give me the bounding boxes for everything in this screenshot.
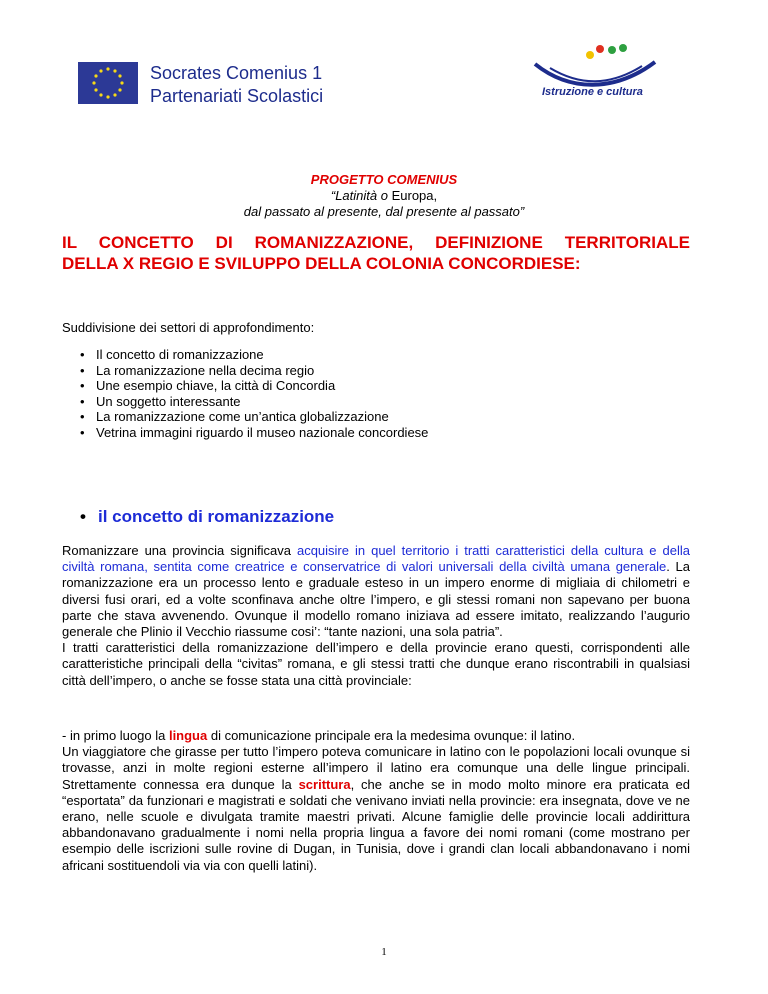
subtitle-part-a: “Latinità [330, 188, 378, 203]
list-item: • Une esempio chiave, la città di Concordia [62, 378, 428, 394]
subtitle-part-b: Europa, [391, 188, 438, 203]
body-paragraph-2: I tratti caratteristici della romanizzazione dell’impero e della provincie erano questi, corrispondenti alle caratteristiche principali della “civitas” romana, e gli stessi tratti che dunque erano riscontrabili in qualsiasi città dell’impero, o anche se fosse stata una città provinciale: [62, 640, 690, 688]
para1-text-a: Romanizzare una provincia significava [62, 543, 297, 558]
para3-text-b: di comunicazione principale era la medesima ovunque: il latino. [207, 728, 576, 743]
para3-text-a: - in primo luogo la [62, 728, 169, 743]
list-item: • Il concetto di romanizzazione [62, 347, 428, 363]
para1-highlight: acquisire in quel territorio i tratti caratteristici della cultura e della civiltà romana, sentita come creatrice e conservatrice di valori universali della civiltà umana generale [62, 543, 690, 575]
para1-text-c: . La romanizzazione era un processo lento e graduale esteso in un impero enorme di migliaia di chilometri e diversi fusi orari, ed a volte sconfinava anche oltre l’impero, e gli stessi romani non sapevano per buona parte che stava avvenendo. Ovunque il modello romano iniziava ad essere imitato, realizzando l’augurio generale che Plinio il Vecchio riassume cosi’: “tante nazioni, una sola patria”. [62, 559, 690, 640]
list-item: • Vetrina immagini riguardo il museo nazionale concordiese [62, 425, 428, 441]
keyword-scrittura: scrittura [298, 776, 351, 792]
project-subtitle [0, 188, 768, 204]
program-name [150, 62, 323, 108]
body-paragraph-3 [62, 728, 690, 874]
eu-flag-logo [78, 62, 138, 104]
intro-text: Suddivisione dei settori di approfondimento: [62, 320, 315, 335]
project-subtitle-line2: dal passato al presente, dal presente al passato” [243, 204, 525, 219]
subtitle-part-o: o [380, 188, 388, 203]
program-line-1: Socrates Comenius 1 [150, 63, 323, 83]
logo-caption: Istruzione e cultura [542, 86, 643, 98]
section-heading: • il concetto di romanizzazione [62, 507, 334, 527]
para3-text-c: Un viaggiatore che girasse per tutto l’impero poteva comunicare in latino con le popolazioni locali ovunque si trovasse, anzi in molte regioni esterne all’impero il latino era comunque una delle lingue principali. Strettamente connessa era dunque la [62, 744, 690, 792]
heading-line-2: DELLA X REGIO E SVILUPPO DELLA COLONIA CONCORDIESE: [62, 254, 581, 273]
body-paragraph-1 [62, 543, 690, 689]
heading-line-1: IL CONCETTO DI ROMANIZZAZIONE, DEFINIZIONE TERRITORIALE [62, 233, 690, 252]
document-heading [62, 232, 690, 274]
page-number: 1 [381, 946, 387, 958]
project-block [0, 172, 768, 220]
list-item: • La romanizzazione nella decima regio [62, 363, 428, 379]
project-title: PROGETTO COMENIUS [310, 172, 458, 187]
sections-list [62, 347, 428, 441]
section-heading-text: il concetto di romanizzazione [98, 507, 335, 526]
istruzione-cultura-logo [530, 42, 660, 114]
list-item: • Un soggetto interessante [62, 394, 428, 410]
list-item: • La romanizzazione come un’antica globalizzazione [62, 409, 428, 425]
para3-text-d: , che anche se in modo molto minore era praticata ed “esportata” da funzionari e magistrati e soldati che venivano inviati nella provincie: era insegnata, dove ve ne erano, nelle scuole e divulgata tramite maestri privati. Alcune famiglie delle provincie locali addirittura abbandonavano gradualmente i nomi nella propria lingua a favore dei nomi romani (come mostrano per esempio delle iscrizioni sulle rovine di Dugan, in Tunisia, dove i grandi clan locali abbandonavano i nomi africani sostituendoli via via con quelli latini). [62, 776, 690, 873]
program-line-2: Partenariati Scolastici [150, 86, 324, 106]
keyword-lingua: lingua [168, 728, 208, 743]
